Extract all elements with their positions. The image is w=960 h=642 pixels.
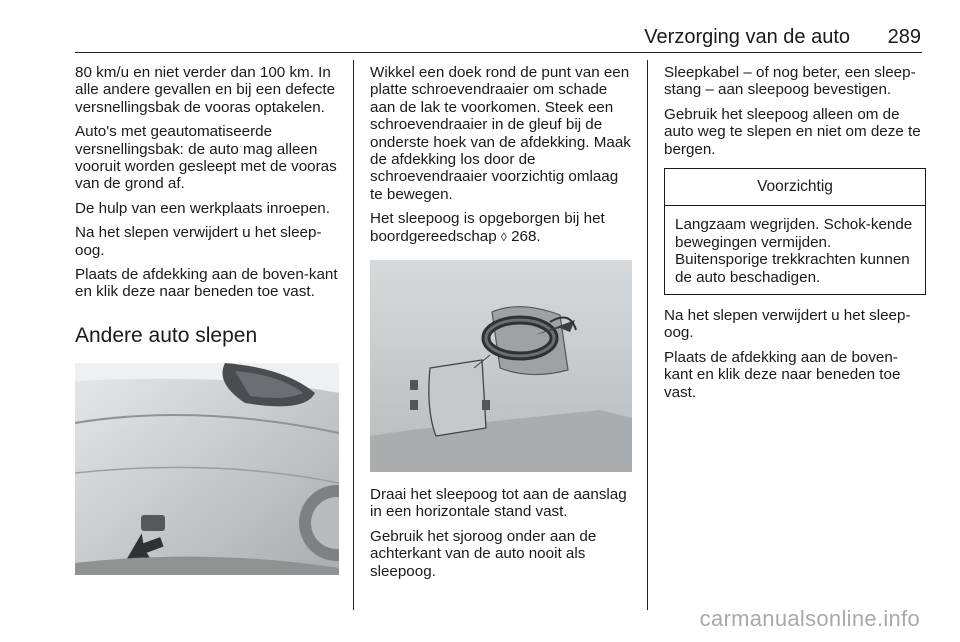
paragraph-text: Het sleepoog is opgeborgen bij het boordgereedschap — [370, 210, 605, 245]
paragraph: Gebruik het sleepoog alleen om de auto weg te slepen en niet om deze te bergen. — [664, 105, 921, 158]
page-reference[interactable]: 268. — [511, 227, 541, 245]
header-title: Verzorging van de auto — [644, 26, 850, 48]
paragraph: Na het slepen verwijdert u het sleep-oog. — [664, 307, 911, 342]
column-divider-2 — [647, 60, 648, 610]
towing-eye-drawing — [370, 260, 632, 472]
section-heading: Andere auto slepen — [75, 323, 258, 347]
column-3 — [664, 64, 926, 408]
rear-bumper-drawing — [75, 363, 339, 575]
column-2 — [370, 64, 635, 587]
paragraph: Wikkel een doek rond de punt van een platte schroevendraaier om schade aan de lak te voorkomen. Steek een schroevendraaier in de gleuf bij de onderste hoek van de afdekking. Maak de afdekking los door de schroevendraaier voorzichtig omlaag te bewegen. — [370, 64, 631, 203]
paragraph: Na het slepen verwijdert u het sleep-oog. — [75, 224, 322, 259]
towing-eye-illustration — [370, 260, 632, 472]
caution-box — [664, 168, 926, 295]
caution-title: Voorzichtig — [665, 169, 925, 206]
paragraph: Auto's met geautomatiseerde versnellingsbak: de auto mag alleen vooruit worden gesleept met de vooras van de grond af. — [75, 123, 337, 193]
page-number: 289 — [887, 26, 921, 48]
paragraph: Plaats de afdekking aan de boven-kant en klik deze naar beneden toe vast. — [664, 348, 901, 401]
paragraph: Gebruik het sjoroog onder aan de achterkant van de auto nooit als sleepoog. — [370, 527, 597, 580]
paragraph: 80 km/u en niet verder dan 100 km. In alle andere gevallen en bij een defecte versnellingsbak de vooras optakelen. — [75, 64, 336, 116]
column-divider-1 — [353, 60, 354, 610]
paragraph: Sleepkabel – of nog beter, een sleep-stang – aan sleepoog bevestigen. — [664, 64, 916, 99]
column-1 — [75, 64, 345, 575]
caution-body: Langzaam wegrijden. Schok-kende bewegingen vermijden. Buitensporige trekkrachten kunnen de auto beschadigen. — [675, 216, 913, 286]
paragraph: Plaats de afdekking aan de boven-kant en klik deze naar beneden toe vast. — [75, 266, 338, 301]
paragraph: Draai het sleepoog tot aan de aanslag in een horizontale stand vast. — [370, 486, 627, 521]
paragraph — [370, 210, 635, 246]
page-reference-icon: ◊ — [500, 229, 507, 244]
header-rule — [75, 52, 922, 53]
paragraph: De hulp van een werkplaats inroepen. — [75, 199, 330, 217]
watermark: carmanualsonline.info — [699, 606, 920, 631]
rear-bumper-illustration — [75, 363, 339, 575]
